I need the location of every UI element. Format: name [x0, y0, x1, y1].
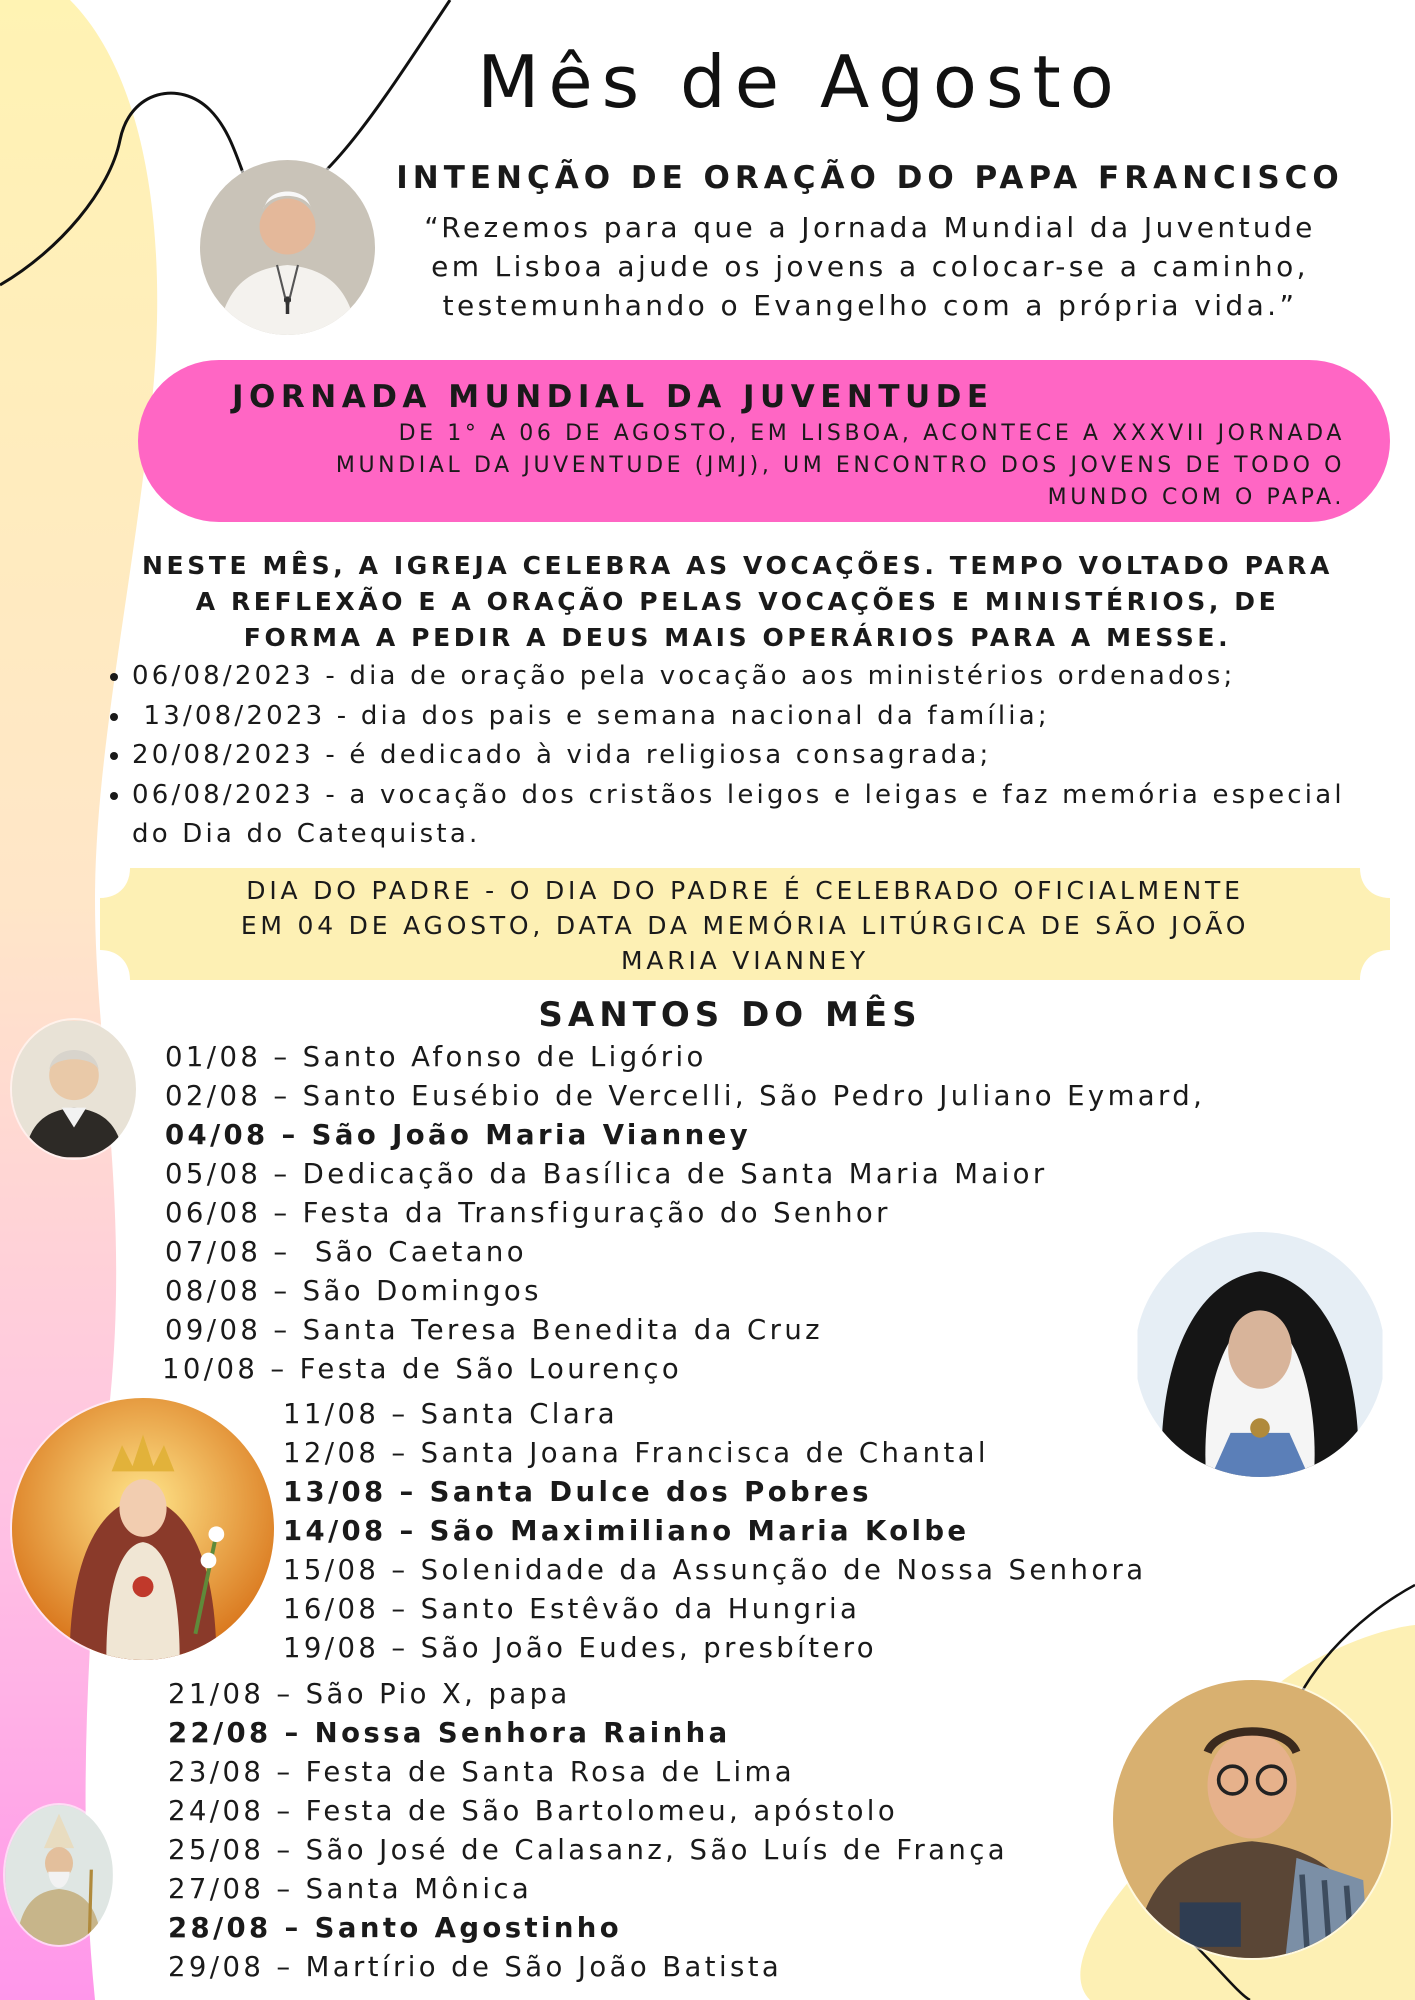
- saints-list-group-c: [168, 1675, 1008, 1987]
- quote-line: testemunhando o Evangelho com a própria vida.”: [442, 289, 1298, 322]
- vocations-intro-line: FORMA A PEDIR A DEUS MAIS OPERÁRIOS PARA A MESSE.: [243, 623, 1232, 652]
- dia-do-padre-text: [150, 873, 1340, 978]
- left-gradient-wave: [0, 0, 157, 2000]
- saint-entry: 15/08 – Solenidade da Assunção de Nossa Senhora: [283, 1554, 1147, 1586]
- quote-line: em Lisboa ajude os jovens a colocar-se a caminho,: [431, 250, 1309, 283]
- padre-line: EM 04 DE AGOSTO, DATA DA MEMÓRIA LITÚRGICA DE SÃO JOÃO: [240, 911, 1250, 940]
- saint-entry: 05/08 – Dedicação da Basílica de Santa Maria Maior: [165, 1158, 1048, 1190]
- saint-entry: 16/08 – Santo Estêvão da Hungria: [283, 1593, 861, 1625]
- saint-entry: 13/08 – Santa Dulce dos Pobres: [283, 1476, 872, 1508]
- padre-line: DIA DO PADRE - O DIA DO PADRE É CELEBRADO OFICIALMENTE: [246, 876, 1244, 905]
- sao-maximiliano-kolbe-portrait: [1113, 1680, 1391, 1958]
- saint-entry: 07/08 – São Caetano: [165, 1236, 527, 1268]
- saint-entry: 23/08 – Festa de Santa Rosa de Lima: [168, 1756, 795, 1788]
- saint-entry: 28/08 – Santo Agostinho: [168, 1912, 623, 1944]
- saint-entry: 25/08 – São José de Calasanz, São Luís de França: [168, 1834, 1009, 1866]
- list-item: • 06/08/2023 - dia de oração pela vocação aos ministérios ordenados;: [132, 657, 1415, 697]
- saint-entry: 09/08 – Santa Teresa Benedita da Cruz: [165, 1314, 824, 1346]
- prayer-intention-heading: INTENÇÃO DE ORAÇÃO DO PAPA FRANCISCO: [396, 160, 1344, 196]
- saint-entry: 21/08 – São Pio X, papa: [168, 1678, 571, 1710]
- vocations-intro-line: A REFLEXÃO E A ORAÇÃO PELAS VOCAÇÕES E MINISTÉRIOS, DE: [195, 587, 1280, 616]
- pope-francis-portrait: [200, 160, 375, 335]
- saint-entry: 29/08 – Martírio de São João Batista: [168, 1951, 783, 1983]
- saint-entry: 10/08 – Festa de São Lourenço: [162, 1353, 683, 1385]
- saint-entry: 04/08 – São João Maria Vianney: [165, 1119, 752, 1151]
- prayer-intention-quote: [380, 208, 1360, 325]
- jmj-body-line: MUNDO COM O PAPA.: [1047, 485, 1345, 510]
- vocations-intro-line: NESTE MÊS, A IGREJA CELEBRA AS VOCAÇÕES. TEMPO VOLTADO PARA: [142, 551, 1333, 580]
- jmj-heading: JORNADA MUNDIAL DA JUVENTUDE: [232, 379, 994, 415]
- quote-line: “Rezemos para que a Jornada Mundial da Juventude: [424, 211, 1316, 244]
- padre-line: MARIA VIANNEY: [621, 946, 869, 975]
- saint-entry: 06/08 – Festa da Transfiguração do Senhor: [165, 1197, 891, 1229]
- saint-entry: 24/08 – Festa de São Bartolomeu, apóstolo: [168, 1795, 899, 1827]
- nossa-senhora-rainha-portrait: [12, 1398, 274, 1660]
- jmj-body-line: MUNDIAL DA JUVENTUDE (JMJ), UM ENCONTRO DOS JOVENS DE TODO O: [335, 453, 1345, 478]
- list-item: • 06/08/2023 - a vocação dos cristãos leigos e leigas e faz memória especial do Dia do Catequista.: [132, 776, 1372, 855]
- saints-list-group-a: [162, 1038, 1206, 1389]
- saint-entry: 01/08 – Santo Afonso de Ligório: [165, 1041, 707, 1073]
- saint-entry: 22/08 – Nossa Senhora Rainha: [168, 1717, 731, 1749]
- saint-entry: 08/08 – São Domingos: [165, 1275, 542, 1307]
- saint-entry: 19/08 – São João Eudes, presbítero: [283, 1632, 878, 1664]
- list-item: • 13/08/2023 - dia dos pais e semana nacional da família;: [132, 697, 1415, 737]
- vocation-dates-list: [92, 657, 1415, 855]
- saint-entry: 11/08 – Santa Clara: [283, 1398, 619, 1430]
- list-item: • 20/08/2023 - é dedicado à vida religiosa consagrada;: [132, 736, 1415, 776]
- saint-entry: 14/08 – São Maximiliano Maria Kolbe: [283, 1515, 970, 1547]
- saint-entry: 02/08 – Santo Eusébio de Vercelli, São Pedro Juliano Eymard,: [165, 1080, 1206, 1112]
- santo-agostinho-portrait: [5, 1805, 113, 1945]
- saint-vianney-portrait: [12, 1020, 136, 1158]
- saint-entry: 27/08 – Santa Mônica: [168, 1873, 533, 1905]
- saint-entry: 12/08 – Santa Joana Francisca de Chantal: [283, 1437, 989, 1469]
- saints-heading: SANTOS DO MÊS: [538, 995, 922, 1035]
- jmj-body-line: DE 1° A 06 DE AGOSTO, EM LISBOA, ACONTECE A XXXVII JORNADA: [398, 421, 1345, 446]
- jmj-body: [220, 418, 1345, 514]
- vocations-intro: [100, 548, 1375, 656]
- page-title: Mês de Agosto: [477, 40, 1123, 124]
- saints-list-group-b: [283, 1395, 1147, 1668]
